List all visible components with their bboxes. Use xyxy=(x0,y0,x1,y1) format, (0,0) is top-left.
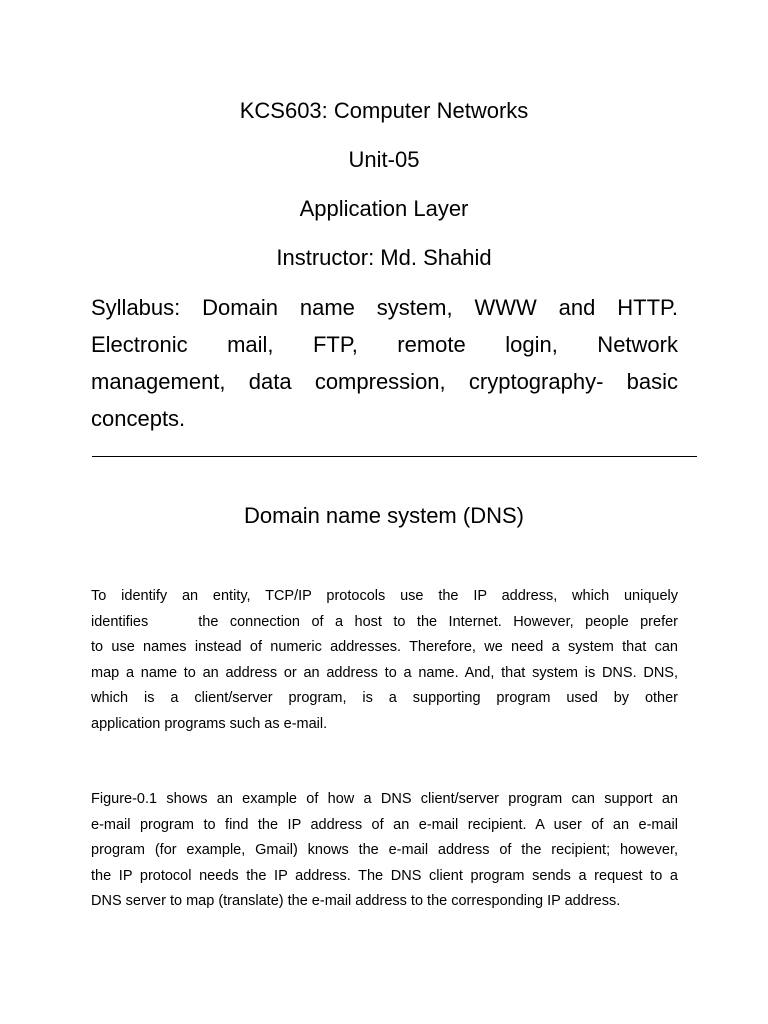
syllabus-line: management, data compression, cryptography- basic xyxy=(91,369,678,394)
paragraph-dns-intro xyxy=(91,584,678,737)
syllabus-block xyxy=(91,289,678,437)
unit-label: Unit-05 xyxy=(348,147,420,172)
paragraph-fragment: the connection of a host to the Internet. However, people prefer xyxy=(198,613,678,630)
instructor-name: Instructor: Md. Shahid xyxy=(276,245,492,270)
paragraph-line: application programs such as e-mail. xyxy=(91,715,328,732)
paragraph-line: to use names instead of numeric addresses. Therefore, we need a system that can xyxy=(91,639,678,655)
paragraph-line: the IP protocol needs the IP address. The DNS client program sends a request to a xyxy=(91,867,678,884)
paragraph-line: To identify an entity, TCP/IP protocols use the IP address, which uniquely xyxy=(91,588,678,604)
paragraph-line: DNS server to map (translate) the e-mail address to the corresponding IP address. xyxy=(91,893,621,909)
paragraph-line: which is a client/server program, is a supporting program used by other xyxy=(91,690,678,706)
paragraph-word: identifies xyxy=(91,613,149,630)
topic-title: Application Layer xyxy=(299,196,469,221)
paragraph-dns-example xyxy=(91,787,678,915)
section-heading: Domain name system (DNS) xyxy=(244,503,524,528)
paragraph-line: map a name to an address or an address to a name. And, that system is DNS. DNS, xyxy=(91,664,678,681)
syllabus-line: Electronic mail, FTP, remote login, Network xyxy=(91,332,678,357)
paragraph-line: e-mail program to find the IP address of an e-mail recipient. A user of an e-mail xyxy=(91,816,678,833)
syllabus-line: Syllabus: Domain name system, WWW and HTTP. xyxy=(91,295,678,320)
paragraph-line xyxy=(91,610,678,636)
paragraph-line: Figure-0.1 shows an example of how a DNS client/server program can support an xyxy=(91,791,678,807)
horizontal-divider xyxy=(92,456,697,457)
paragraph-line: program (for example, Gmail) knows the e-mail address of the recipient; however, xyxy=(91,842,678,858)
syllabus-line: concepts. xyxy=(91,406,186,431)
course-title: KCS603: Computer Networks xyxy=(239,98,529,123)
